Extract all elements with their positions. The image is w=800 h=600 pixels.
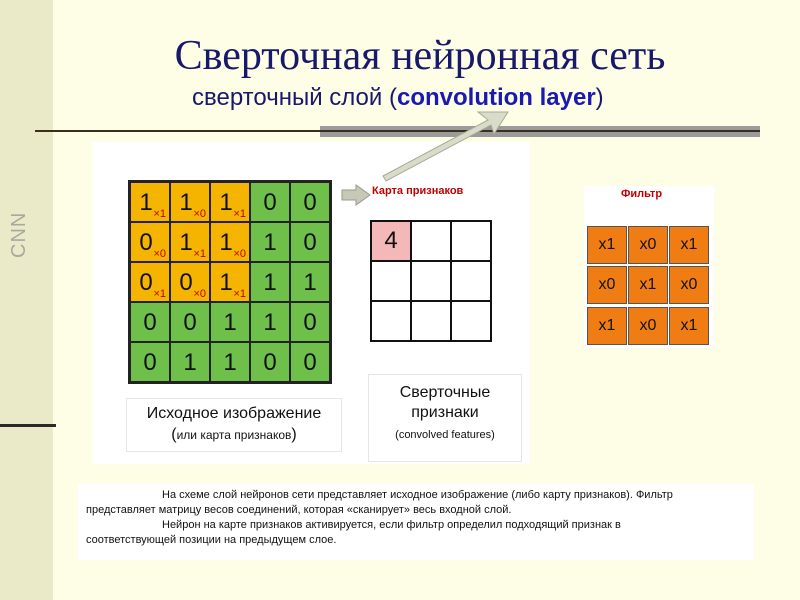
input-cell: [170, 262, 210, 302]
filter-row: [587, 307, 710, 345]
input-cell-value: 1: [263, 229, 277, 256]
input-cell: [170, 182, 210, 222]
input-cell-value: 1: [303, 269, 317, 296]
feature-map-cell: [451, 221, 491, 261]
input-cell-value: 0: [303, 309, 317, 336]
input-matrix: [128, 180, 332, 384]
input-cell-value: 1: [219, 229, 233, 256]
filter-row: [587, 226, 710, 264]
input-cell: [210, 302, 250, 342]
feature-map-cell: [371, 301, 411, 341]
input-caption-sub: [127, 426, 341, 444]
input-cell-value: 0: [179, 269, 193, 296]
input-caption-sub-text: или карта признаков: [176, 428, 292, 442]
input-cell: [250, 222, 290, 262]
description-line-3: Нейрон на карте признаков активируется, если фильтр определил подходящий признак в: [162, 519, 621, 531]
input-cell: [130, 342, 170, 382]
feature-map-cell: [371, 261, 411, 301]
input-cell-value: 1: [179, 229, 193, 256]
filter-title: Фильтр: [621, 188, 663, 200]
input-cell-weight: ×1: [233, 288, 246, 300]
input-cell-value: 1: [139, 189, 153, 216]
input-cell: [290, 182, 330, 222]
input-cell: [290, 302, 330, 342]
input-cell-value: 0: [263, 349, 277, 376]
description-line-2: представляет матрицу весов соединений, которая «сканирует» весь входной слой.: [86, 504, 512, 516]
input-cell: [250, 262, 290, 302]
input-cell-value: 0: [303, 349, 317, 376]
input-cell: [170, 302, 210, 342]
feature-map-cell: [411, 261, 451, 301]
input-cell: [130, 262, 170, 302]
input-cell-value: 1: [263, 309, 277, 336]
filter-cell: x1: [587, 226, 627, 264]
sidebar-label: CNN: [8, 211, 30, 258]
input-cell-value: 1: [219, 269, 233, 296]
description-line-1: На схеме слой нейронов сети представляет исходное изображение (либо карту признаков). Фильтр: [162, 489, 673, 501]
filter-cell: x1: [669, 307, 709, 345]
input-cell-weight: ×1: [153, 208, 166, 220]
description-line-4: соответствующей позиции на предыдущем слое.: [86, 534, 337, 546]
input-cell: [170, 342, 210, 382]
subtitle-suffix: ): [595, 84, 604, 111]
input-cell: [290, 262, 330, 302]
input-cell-weight: ×1: [233, 208, 246, 220]
input-cell-value: 1: [219, 189, 233, 216]
input-cell-value: 0: [183, 309, 197, 336]
filter-cell: x1: [669, 226, 709, 264]
input-cell-value: 1: [179, 189, 193, 216]
input-cell-value: 0: [303, 189, 317, 216]
input-cell: [210, 182, 250, 222]
feature-map-cell: [451, 301, 491, 341]
subtitle-highlight: convolution layer: [396, 84, 596, 111]
input-cell-value: 1: [183, 349, 197, 376]
input-cell-value: 0: [143, 309, 157, 336]
input-cell: [290, 222, 330, 262]
filter-grid: [587, 226, 710, 345]
input-cell-value: 0: [139, 269, 153, 296]
input-cell-weight: ×0: [233, 248, 246, 260]
filter-cell: x0: [628, 307, 668, 345]
input-cell-value: 0: [303, 229, 317, 256]
input-cell-value: 1: [263, 269, 277, 296]
filter-cell: x0: [587, 266, 627, 304]
input-cell-weight: ×0: [153, 248, 166, 260]
input-cell: [170, 222, 210, 262]
filter-cell: x0: [669, 266, 709, 304]
feature-map-cell: 4: [371, 221, 411, 261]
feature-map-cell: [411, 221, 451, 261]
input-caption-main: Исходное изображение: [146, 405, 322, 422]
input-caption: [126, 398, 342, 452]
input-cell-weight: ×1: [153, 288, 166, 300]
input-cell: [250, 182, 290, 222]
input-cell: [210, 342, 250, 382]
page-title: Сверточная нейронная сеть: [174, 33, 666, 79]
input-cell: [210, 262, 250, 302]
feature-map-caption-main: Сверточные признаки: [399, 384, 491, 421]
input-cell-weight: ×1: [193, 248, 206, 260]
input-cell-value: 1: [223, 349, 237, 376]
input-cell: [210, 222, 250, 262]
subtitle-prefix: сверточный слой (: [192, 84, 397, 111]
input-cell-weight: ×0: [193, 208, 206, 220]
input-cell-value: 0: [263, 189, 277, 216]
feature-map-title: Карта признаков: [372, 185, 464, 197]
feature-map-cell: [451, 261, 491, 301]
input-cell: [250, 302, 290, 342]
input-cell: [130, 182, 170, 222]
input-caption-paren-close: ): [291, 426, 297, 443]
filter-row: [587, 266, 710, 304]
filter-cell: x0: [628, 226, 668, 264]
input-cell: [250, 342, 290, 382]
filter-cell: x1: [587, 307, 627, 345]
feature-map-cell: [411, 301, 451, 341]
input-cell-value: 1: [223, 309, 237, 336]
arrow-right-icon: [340, 184, 372, 206]
feature-map-grid: [370, 220, 492, 342]
input-cell-weight: ×0: [193, 288, 206, 300]
input-cell-value: 0: [143, 349, 157, 376]
input-cell: [130, 222, 170, 262]
input-cell: [130, 302, 170, 342]
input-cell: [290, 342, 330, 382]
input-caption-paren-open: (: [171, 426, 177, 443]
filter-cell: x1: [628, 266, 668, 304]
feature-map-caption: [368, 374, 522, 462]
feature-map-caption-sub: (convolved features): [395, 429, 495, 441]
input-cell-value: 0: [139, 229, 153, 256]
description-box: [78, 484, 754, 560]
